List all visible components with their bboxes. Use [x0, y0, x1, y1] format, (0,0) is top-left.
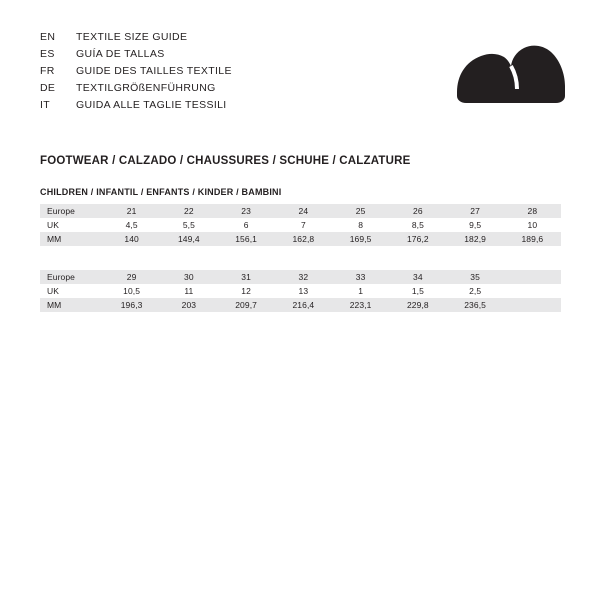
row-label: UK	[40, 218, 103, 232]
size-table-children-1	[40, 204, 561, 246]
cell: 10,5	[103, 284, 160, 298]
row-label: Europe	[40, 270, 103, 284]
cell: 6	[218, 218, 275, 232]
cell: 182,9	[447, 232, 504, 246]
language-code-it: IT	[40, 99, 51, 111]
cell: 32	[275, 270, 332, 284]
language-row	[40, 31, 380, 48]
cell: 4,5	[103, 218, 160, 232]
cell: 29	[103, 270, 160, 284]
cell: 35	[447, 270, 504, 284]
table-row	[40, 204, 561, 218]
row-label: UK	[40, 284, 103, 298]
language-row	[40, 65, 380, 82]
language-row	[40, 99, 380, 116]
cell: 21	[103, 204, 160, 218]
size-table-children-2	[40, 270, 561, 312]
row-label: Europe	[40, 204, 103, 218]
cell: 140	[103, 232, 160, 246]
cell: 5,5	[160, 218, 217, 232]
cell: 223,1	[332, 298, 389, 312]
cell: 1	[332, 284, 389, 298]
language-code-fr: FR	[40, 65, 55, 77]
cell	[504, 298, 561, 312]
cell: 229,8	[389, 298, 446, 312]
language-code-de: DE	[40, 82, 56, 94]
section-title: FOOTWEAR / CALZADO / CHAUSSURES / SCHUHE / CALZATURE	[40, 155, 411, 167]
cell: 13	[275, 284, 332, 298]
cell: 8,5	[389, 218, 446, 232]
cell: 28	[504, 204, 561, 218]
cell: 216,4	[275, 298, 332, 312]
language-title-it: GUIDA ALLE TAGLIE TESSILI	[76, 99, 227, 111]
table-row	[40, 270, 561, 284]
cell: 162,8	[275, 232, 332, 246]
row-label: MM	[40, 298, 103, 312]
cell: 196,3	[103, 298, 160, 312]
cell: 10	[504, 218, 561, 232]
cell: 169,5	[332, 232, 389, 246]
cell: 156,1	[218, 232, 275, 246]
language-title-en: TEXTILE SIZE GUIDE	[76, 31, 188, 43]
cell: 31	[218, 270, 275, 284]
cell: 24	[275, 204, 332, 218]
cell: 203	[160, 298, 217, 312]
language-row	[40, 48, 380, 65]
cell: 176,2	[389, 232, 446, 246]
shoe-icon	[455, 40, 567, 106]
cell: 2,5	[447, 284, 504, 298]
cell: 33	[332, 270, 389, 284]
table-row	[40, 232, 561, 246]
cell	[504, 270, 561, 284]
cell	[504, 284, 561, 298]
cell: 25	[332, 204, 389, 218]
cell: 12	[218, 284, 275, 298]
cell: 27	[447, 204, 504, 218]
language-code-es: ES	[40, 48, 55, 60]
cell: 34	[389, 270, 446, 284]
subsection-title: CHILDREN / INFANTIL / ENFANTS / KINDER / BAMBINI	[40, 187, 282, 197]
cell: 149,4	[160, 232, 217, 246]
row-label: MM	[40, 232, 103, 246]
table-row	[40, 284, 561, 298]
cell: 30	[160, 270, 217, 284]
cell: 22	[160, 204, 217, 218]
cell: 236,5	[447, 298, 504, 312]
language-code-en: EN	[40, 31, 56, 43]
cell: 1,5	[389, 284, 446, 298]
table-row	[40, 298, 561, 312]
cell: 26	[389, 204, 446, 218]
cell: 9,5	[447, 218, 504, 232]
language-title-de: TEXTILGRÖßENFÜHRUNG	[76, 82, 216, 94]
table-row	[40, 218, 561, 232]
cell: 189,6	[504, 232, 561, 246]
language-title-es: GUÍA DE TALLAS	[76, 48, 165, 60]
cell: 11	[160, 284, 217, 298]
language-row	[40, 82, 380, 99]
cell: 209,7	[218, 298, 275, 312]
language-header	[40, 31, 380, 116]
language-title-fr: GUIDE DES TAILLES TEXTILE	[76, 65, 232, 77]
cell: 8	[332, 218, 389, 232]
cell: 7	[275, 218, 332, 232]
cell: 23	[218, 204, 275, 218]
